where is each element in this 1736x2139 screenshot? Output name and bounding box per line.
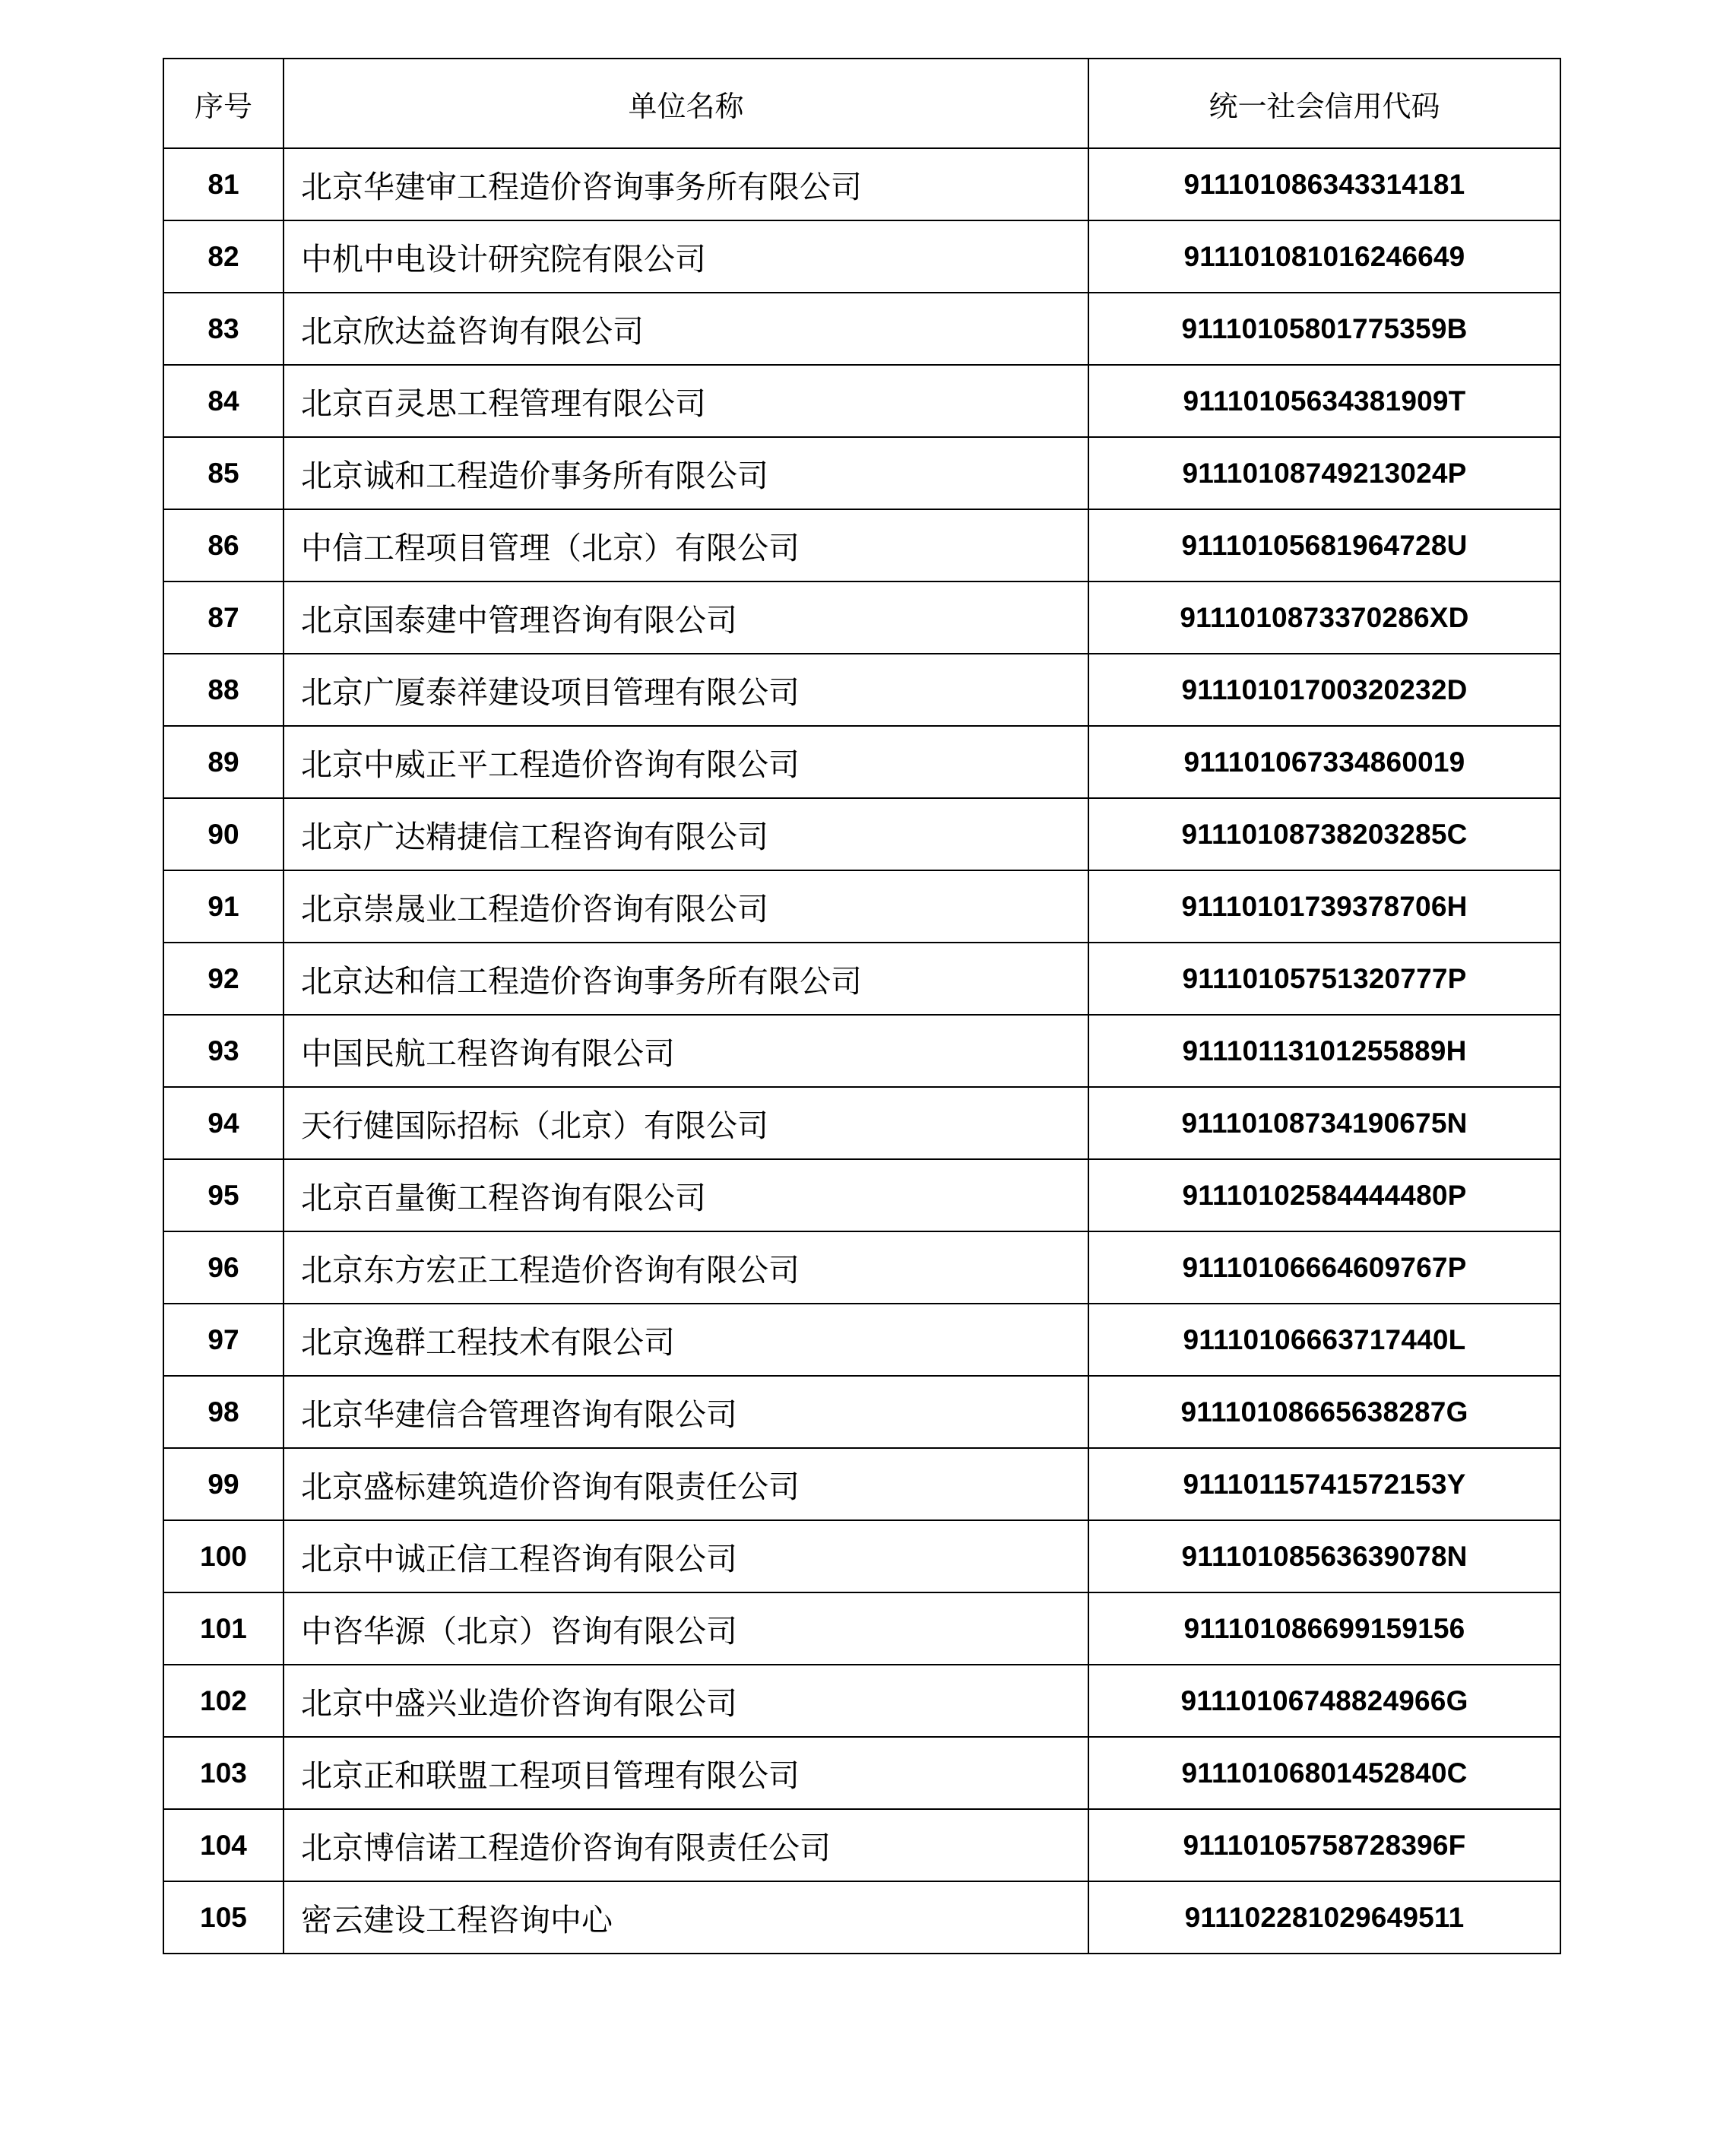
cell-name: 北京华建信合管理咨询有限公司 [284,1376,1088,1448]
table-row [163,726,1560,798]
cell-code: 91110108738203285C [1088,798,1560,870]
table-row [163,293,1560,365]
cell-name: 北京中诚正信工程咨询有限公司 [284,1520,1088,1592]
table-row [163,1737,1560,1809]
cell-code: 91110108734190675N [1088,1087,1560,1159]
cell-name: 北京达和信工程造价咨询事务所有限公司 [284,943,1088,1015]
table-row [163,1448,1560,1520]
cell-name: 北京国泰建中管理咨询有限公司 [284,581,1088,654]
cell-code: 91110105758728396F [1088,1809,1560,1881]
document-page [163,58,1560,1954]
cell-seq: 89 [163,726,284,798]
cell-code: 91110106748824966G [1088,1665,1560,1737]
cell-code: 91110105634381909T [1088,365,1560,437]
cell-name: 北京百量衡工程咨询有限公司 [284,1159,1088,1231]
cell-seq: 83 [163,293,284,365]
cell-seq: 94 [163,1087,284,1159]
cell-code: 91110105751320777P [1088,943,1560,1015]
header-name: 单位名称 [284,59,1088,148]
cell-code: 91110105801775359B [1088,293,1560,365]
cell-name: 北京广达精捷信工程咨询有限公司 [284,798,1088,870]
cell-code: 91110102584444480P [1088,1159,1560,1231]
cell-name: 北京华建审工程造价咨询事务所有限公司 [284,148,1088,220]
cell-name: 中信工程项目管理（北京）有限公司 [284,509,1088,581]
cell-seq: 84 [163,365,284,437]
table-body [163,148,1560,1954]
cell-seq: 81 [163,148,284,220]
table-header [163,59,1560,148]
table-row [163,1015,1560,1087]
cell-seq: 95 [163,1159,284,1231]
cell-seq: 97 [163,1304,284,1376]
table-row [163,1159,1560,1231]
table-row [163,654,1560,726]
cell-name: 北京正和联盟工程项目管理有限公司 [284,1737,1088,1809]
cell-name: 北京博信诺工程造价咨询有限责任公司 [284,1809,1088,1881]
cell-name: 中咨华源（北京）咨询有限公司 [284,1592,1088,1665]
cell-code: 911102281029649511 [1088,1881,1560,1954]
header-seq: 序号 [163,59,284,148]
table-row [163,220,1560,293]
cell-seq: 93 [163,1015,284,1087]
cell-name: 北京崇晟业工程造价咨询有限公司 [284,870,1088,943]
cell-name: 北京诚和工程造价事务所有限公司 [284,437,1088,509]
cell-name: 中机中电设计研究院有限公司 [284,220,1088,293]
table-row [163,148,1560,220]
cell-seq: 87 [163,581,284,654]
table-row [163,1665,1560,1737]
cell-seq: 99 [163,1448,284,1520]
table-row [163,365,1560,437]
cell-code: 91110108665638287G [1088,1376,1560,1448]
cell-seq: 100 [163,1520,284,1592]
cell-name: 北京盛标建筑造价咨询有限责任公司 [284,1448,1088,1520]
cell-code: 91110106664609767P [1088,1231,1560,1304]
cell-code: 911101086343314181 [1088,148,1560,220]
cell-name: 天行健国际招标（北京）有限公司 [284,1087,1088,1159]
cell-code: 91110115741572153Y [1088,1448,1560,1520]
cell-code: 911101086699159156 [1088,1592,1560,1665]
table-row [163,870,1560,943]
cell-seq: 96 [163,1231,284,1304]
table-row [163,1520,1560,1592]
cell-seq: 98 [163,1376,284,1448]
table-row [163,581,1560,654]
cell-code: 9111010873370286XD [1088,581,1560,654]
cell-code: 91110101739378706H [1088,870,1560,943]
cell-name: 密云建设工程咨询中心 [284,1881,1088,1954]
cell-seq: 104 [163,1809,284,1881]
company-registry-table [163,58,1561,1954]
cell-seq: 86 [163,509,284,581]
cell-seq: 105 [163,1881,284,1954]
cell-name: 北京广厦泰祥建设项目管理有限公司 [284,654,1088,726]
cell-code: 91110108563639078N [1088,1520,1560,1592]
table-row [163,437,1560,509]
cell-seq: 91 [163,870,284,943]
cell-name: 北京百灵思工程管理有限公司 [284,365,1088,437]
cell-name: 北京东方宏正工程造价咨询有限公司 [284,1231,1088,1304]
cell-name: 北京欣达益咨询有限公司 [284,293,1088,365]
cell-code: 91110113101255889H [1088,1015,1560,1087]
cell-name: 中国民航工程咨询有限公司 [284,1015,1088,1087]
header-code: 统一社会信用代码 [1088,59,1560,148]
cell-code: 91110105681964728U [1088,509,1560,581]
cell-seq: 102 [163,1665,284,1737]
cell-code: 91110106801452840C [1088,1737,1560,1809]
cell-code: 91110108749213024P [1088,437,1560,509]
table-row [163,1881,1560,1954]
cell-name: 北京中威正平工程造价咨询有限公司 [284,726,1088,798]
cell-code: 91110106663717440L [1088,1304,1560,1376]
cell-code: 911101081016246649 [1088,220,1560,293]
table-row [163,1231,1560,1304]
cell-code: 911101067334860019 [1088,726,1560,798]
cell-code: 91110101700320232D [1088,654,1560,726]
cell-seq: 88 [163,654,284,726]
cell-seq: 90 [163,798,284,870]
cell-name: 北京逸群工程技术有限公司 [284,1304,1088,1376]
table-row [163,1304,1560,1376]
table-row [163,1809,1560,1881]
cell-seq: 92 [163,943,284,1015]
table-row [163,943,1560,1015]
cell-seq: 82 [163,220,284,293]
table-row [163,1592,1560,1665]
cell-seq: 103 [163,1737,284,1809]
header-row [163,59,1560,148]
cell-seq: 85 [163,437,284,509]
cell-name: 北京中盛兴业造价咨询有限公司 [284,1665,1088,1737]
table-row [163,1376,1560,1448]
cell-seq: 101 [163,1592,284,1665]
table-row [163,798,1560,870]
table-row [163,1087,1560,1159]
table-row [163,509,1560,581]
